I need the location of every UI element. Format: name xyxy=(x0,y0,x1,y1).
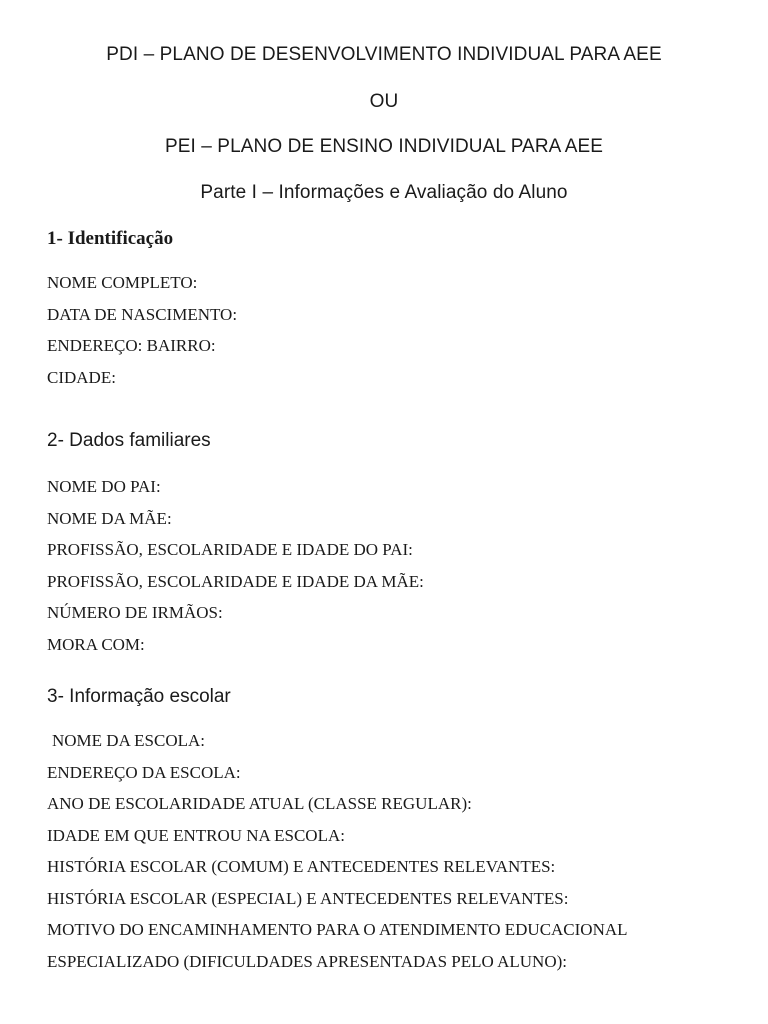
title-separator: OU xyxy=(369,91,399,112)
section-identificacao-heading: 1- Identificação xyxy=(47,228,174,249)
field-cidade: CIDADE: xyxy=(47,367,116,387)
dados-familiares-field-list xyxy=(47,471,424,660)
informacao-escolar-field-list xyxy=(47,725,628,977)
field-idade-entrada: IDADE EM QUE ENTROU NA ESCOLA: xyxy=(47,825,345,845)
field-nome-escola: NOME DA ESCOLA: xyxy=(52,731,206,750)
document-title: PDI – PLANO DE DESENVOLVIMENTO INDIVIDUAL PARA AEE xyxy=(106,44,662,65)
field-profissao-mae: PROFISSÃO, ESCOLARIDADE E IDADE DA MÃE: xyxy=(47,571,424,591)
field-nome-mae: NOME DA MÃE: xyxy=(47,508,172,528)
field-numero-irmaos: NÚMERO DE IRMÃOS: xyxy=(47,603,223,622)
field-historia-comum: HISTÓRIA ESCOLAR (COMUM) E ANTECEDENTES RELEVANTES: xyxy=(47,857,556,876)
field-motivo-encaminhamento: MOTIVO DO ENCAMINHAMENTO PARA O ATENDIMENTO EDUCACIONAL xyxy=(47,920,628,939)
document-subtitle: PEI – PLANO DE ENSINO INDIVIDUAL PARA AEE xyxy=(164,136,604,157)
field-profissao-pai: PROFISSÃO, ESCOLARIDADE E IDADE DO PAI: xyxy=(47,540,413,559)
field-historia-especial: HISTÓRIA ESCOLAR (ESPECIAL) E ANTECEDENTES RELEVANTES: xyxy=(47,888,569,908)
field-mora-com: MORA COM: xyxy=(47,634,145,654)
field-endereco-escola: ENDEREÇO DA ESCOLA: xyxy=(47,762,241,782)
section-informacao-escolar-heading: 3- Informação escolar xyxy=(47,686,231,707)
part-heading: Parte I – Informações e Avaliação do Aluno xyxy=(200,182,568,203)
field-ano-escolaridade: ANO DE ESCOLARIDADE ATUAL (CLASSE REGULAR): xyxy=(47,794,472,813)
field-data-nascimento: DATA DE NASCIMENTO: xyxy=(47,304,238,324)
identificacao-field-list xyxy=(47,267,237,393)
field-nome-completo: NOME COMPLETO: xyxy=(47,273,198,292)
field-endereco-bairro: ENDEREÇO: BAIRRO: xyxy=(47,336,216,355)
section-dados-familiares-heading: 2- Dados familiares xyxy=(47,430,211,451)
field-motivo-encaminhamento-cont: ESPECIALIZADO (DIFICULDADES APRESENTADAS PELO ALUNO): xyxy=(47,951,567,971)
field-nome-pai: NOME DO PAI: xyxy=(47,477,161,496)
